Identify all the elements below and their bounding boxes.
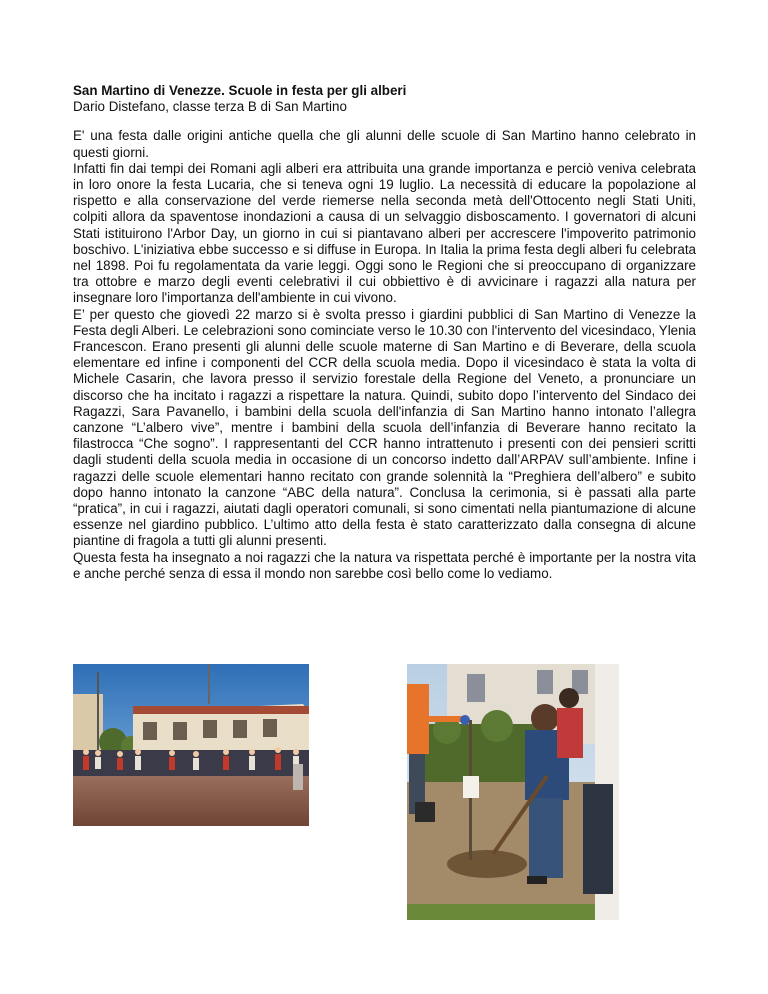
article-byline: Dario Distefano, classe terza B di San Martino: [73, 99, 347, 115]
article-title: San Martino di Venezze. Scuole in festa per gli alberi: [73, 83, 407, 98]
photo-children-square: [73, 664, 309, 826]
article-paragraph: Infatti fin dai tempi dei Romani agli alberi era attribuita una grande importanza e perciò veniva celebrata in loro onore la festa Lucaria, che si teneva ogni 19 luglio. La necessità di educare la popolazione al rispetto e alla conservazione del verde riemerse nella seconda metà dell'Ottocento negli Stati Uniti, colpiti allora da spaventose inondazioni a causa di un selvaggio disboscamento. I governatori di alcuni Stati istituirono l'Arbor Day, un giorno in cui si piantavano alberi per accrescere l'impoverito patrimonio boschivo. L'iniziativa ebbe successo e si diffuse in Europa. In Italia la prima festa degli alberi fu celebrata nel 1898. Poi fu regolamentata da varie leggi. Oggi sono le Regioni che si preoccupano di organizzare tra ottobre e marzo degli eventi celebrativi il cui obbiettivo è di avvicinare i ragazzi alla natura per insegnare loro l'importanza dell'ambiente in cui vivono.: [73, 160, 696, 306]
article-paragraph: Questa festa ha insegnato a noi ragazzi che la natura va rispettata perché è importante per la nostra vita e anche perché senza di essa il mondo non sarebbe così bello come lo vediamo.: [73, 549, 696, 581]
article-paragraph: E' una festa dalle origini antiche quella che gli alunni delle scuole di San Martino hanno celebrato in questi giorni.: [73, 128, 696, 160]
article: [73, 83, 696, 582]
article-paragraph: E’ per questo che giovedì 22 marzo si è svolta presso i giardini pubblici di San Martino di Venezze la Festa degli Alberi. Le celebrazioni sono cominciate verso le 10.30 con l'intervento del vicesindaco, Ylenia Francescon. Erano presenti gli alunni delle scuole materne di San Martino e di Beverare, della scuola elementare ed infine i componenti del CCR della scuola media. Dopo il vicesindaco è stata la volta di Michele Casarin, che lavora presso il servizio forestale della Regione del Veneto, a pronunciare un discorso che ha incitato i ragazzi a rispettare la natura. Quindi, subito dopo l’intervento del Sindaco dei Ragazzi, Sara Pavanello, i bambini della scuola dell'infanzia di San Martino hanno intonato l’allegra canzone “L’albero vive”, mentre i bambini della scuola dell’infanzia di Beverare hanno recitato la filastrocca “Che sogno”. I rappresentanti del CCR hanno intrattenuto i presenti con dei pensieri scritti dagli studenti della scuola media in occasione di un concorso indetto dall’ARPAV sull’ambiente. Infine i ragazzi delle scuole elementari hanno recitato con grande solennità la “Preghiera dell’albero” e subito dopo hanno intonato la canzone “ABC della natura”. Conclusa la cerimonia, si è passati alla parte “pratica”, in cui i ragazzi, aiutati dagli operatori comunali, si sono cimentati nella piantumazione di alcune essenze nel giardino pubblico. L’ultimo atto della festa è stato caratterizzato dalla consegna di alcune piantine di fragola a tutti gli alunni presenti.: [73, 306, 696, 549]
photo-tree-planting: [407, 664, 619, 920]
